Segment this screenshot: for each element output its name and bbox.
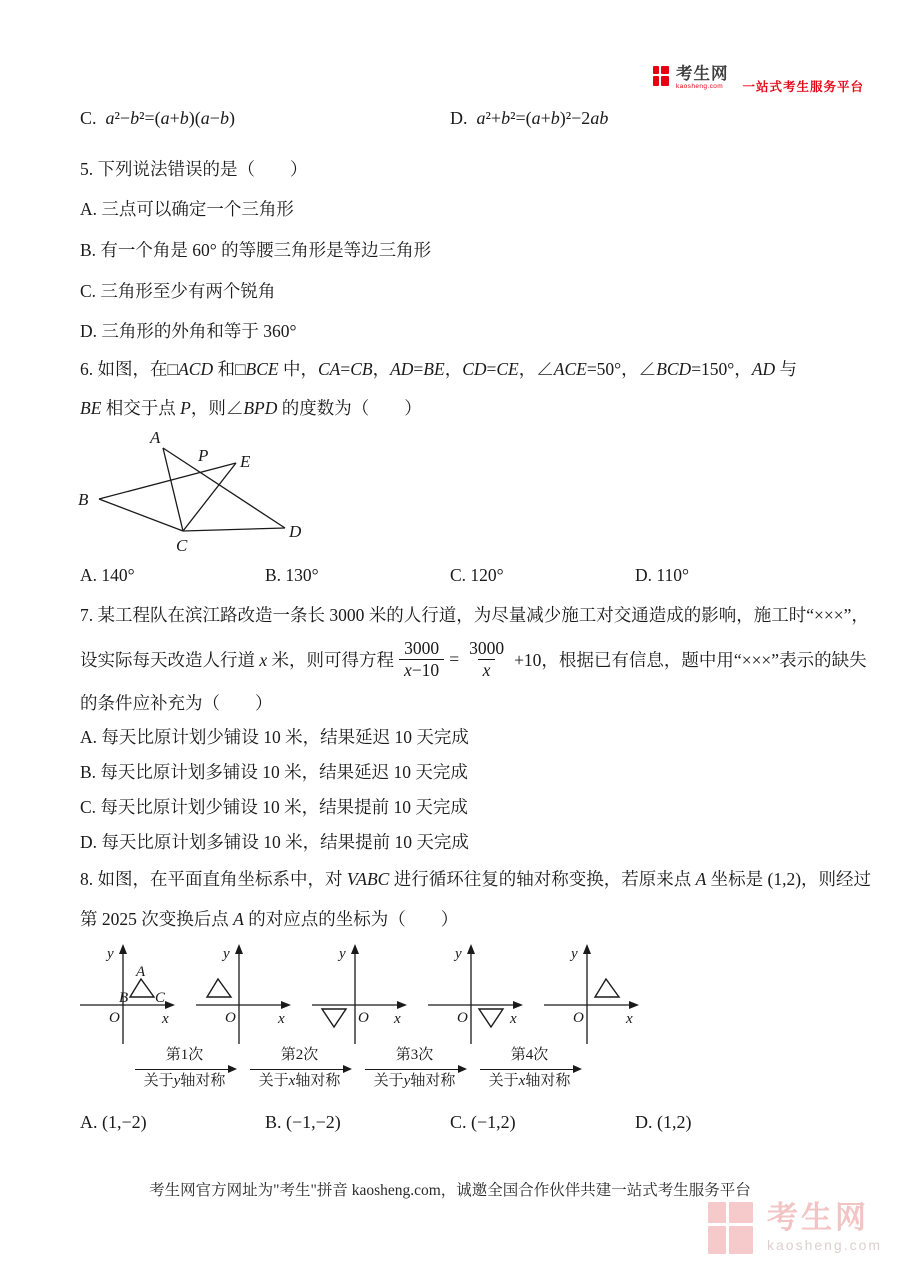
q6-option-b: B. 130° [265,565,319,585]
q7-option-d: D. 每天比原计划多铺设 10 米，结果提前 10 天完成 [80,832,469,852]
q7-line2-text-before: 设实际每天改造人行道 x 米，则可得方程 [80,649,395,670]
step-axis: 关于y轴对称 [143,1073,226,1089]
q8-options-row [80,1112,840,1142]
x-axis-label: x [510,1011,517,1027]
equals-sign: = [449,648,460,669]
q8-option-d: D. (1,2) [635,1112,692,1132]
step-number: 第4次 [510,1047,549,1063]
q7-stem-line3: 的条件应补充为（ ） [80,693,273,713]
q6-option-d: D. 110° [635,565,689,585]
transform-step-3 [362,1046,467,1090]
y-axis-label: y [339,946,346,962]
x-axis-label: x [162,1011,169,1027]
figure-label-e: E [240,452,251,471]
brand-tagline: 一站式考生服务平台 [742,80,865,94]
logo-block [708,1202,726,1223]
watermark-text [767,1202,882,1253]
q8-option-c: C. (−1,2) [450,1112,516,1132]
fraction-denominator: x [478,659,496,680]
y-axis-label: y [107,946,114,962]
logo-block [729,1202,753,1223]
option-formula: a²+b²=(a+b)²−2ab [476,108,609,128]
coordinate-panel-after-3rd [426,941,526,1048]
q6-option-c: C. 120° [450,565,504,585]
q7-option-b: B. 每天比原计划多铺设 10 米，结果延迟 10 天完成 [80,762,468,782]
q6-geometry-figure [72,425,332,560]
q7-option-c: C. 每天比原计划少铺设 10 米，结果提前 10 天完成 [80,797,468,817]
q8-option-b: B. (−1,−2) [265,1112,341,1132]
option-label: D. [450,108,468,128]
q5-option-c: C. 三角形至少有两个锐角 [80,281,276,301]
origin-label: O [109,1010,120,1026]
transform-step-1 [132,1046,237,1090]
watermark-domain: kaosheng.com [767,1237,883,1253]
q4-options-row [80,108,840,138]
q6-stem-line1: 6. 如图，在□ACD 和□BCE 中，CA=CB，AD=BE，CD=CE，∠ACE=50°，∠BCD=150°，AD 与 [80,359,798,379]
triangle-label-c: C [155,990,166,1006]
kaosheng-logo-icon [653,66,670,86]
logo-block [729,1226,753,1254]
y-axis-label: y [223,946,230,962]
q7-line2-text-after: +10，根据已有信息，题中用“×××”表示的缺失 [514,649,867,670]
brand-name: 考生网 [676,65,729,83]
q8-option-a: A. (1,−2) [80,1112,147,1132]
q5-option-a: A. 三点可以确定一个三角形 [80,199,294,219]
y-axis-label: y [571,946,578,962]
x-axis-label: x [394,1011,401,1027]
transform-step-4 [477,1046,582,1090]
origin-label: O [358,1010,369,1026]
step-axis: 关于x轴对称 [258,1073,341,1089]
origin-label: O [573,1010,584,1026]
q4-option-d [450,108,608,129]
logo-block [653,66,659,74]
x-axis-label: x [278,1011,285,1027]
q6-option-a: A. 140° [80,565,135,585]
fraction-numerator: 3000 [469,638,505,659]
figure-label-b: B [78,490,89,509]
q7-fraction-2 [464,638,509,679]
logo-block [653,76,659,86]
logo-block [708,1226,726,1254]
q6-options-row [80,565,840,595]
watermark-brand: 考生网 [767,1200,869,1235]
step-number: 第3次 [395,1047,434,1063]
q7-option-a: A. 每天比原计划少铺设 10 米，结果延迟 10 天完成 [80,727,469,747]
y-axis-label: y [455,946,462,962]
figure-label-p: P [198,446,209,465]
step-axis: 关于x轴对称 [488,1073,571,1089]
kaosheng-watermark [708,1202,882,1256]
right-arrow [250,1069,350,1070]
right-arrow [365,1069,465,1070]
figure-label-d: D [289,522,302,541]
q5-stem: 5. 下列说法错误的是（ ） [80,159,308,179]
logo-text [676,66,729,91]
x-axis-label: x [626,1011,633,1027]
option-formula: a²−b²=(a+b)(a−b) [105,108,235,128]
q4-option-c [80,108,235,129]
q7-stem-line2 [80,630,867,688]
origin-label: O [457,1010,468,1026]
kaosheng-header-logo [653,66,864,95]
transform-step-2 [247,1046,352,1090]
kaosheng-watermark-icon [708,1202,758,1256]
q5-option-d: D. 三角形的外角和等于 360° [80,321,297,341]
figure-label-a: A [150,428,161,447]
logo-block [661,66,669,74]
right-arrow [135,1069,235,1070]
logo-block [661,76,669,86]
q8-transform-steps [132,1046,582,1090]
triangle-label-b: B [119,990,129,1006]
step-number: 第1次 [165,1047,204,1063]
q7-stem-line1: 7. 某工程队在滨江路改造一条长 3000 米的人行道，为尽量减少施工对交通造成的影响，施工时“×××”， [80,605,869,625]
figure-label-c: C [176,536,188,555]
right-arrow [480,1069,580,1070]
coordinate-panel-original [78,941,178,1048]
q8-coordinate-panels [78,941,642,1048]
fraction-numerator: 3000 [404,638,440,659]
q7-fraction-1 [399,638,444,679]
q6-stem-line2: BE 相交于点 P，则∠BPD 的度数为（ ） [80,398,422,418]
coordinate-panel-after-2nd [310,941,410,1048]
footer-text: 考生网官方网址为"考生"拼音 kaosheng.com，诚邀全国合作伙伴共建一站式考生服务平台 [149,1182,751,1199]
origin-label: O [225,1010,236,1026]
option-label: C. [80,108,97,128]
q8-stem-line1: 8. 如图，在平面直角坐标系中，对 VABC 进行循环往复的轴对称变换，若原来点 A 坐标是 (1,2)，则经过 [80,869,872,889]
step-number: 第2次 [280,1047,319,1063]
triangle-label-a: A [136,964,146,980]
coordinate-panel-after-1st [194,941,294,1048]
brand-domain: kaosheng.com [676,83,724,90]
q5-option-b: B. 有一个角是 60° 的等腰三角形是等边三角形 [80,240,432,260]
coordinate-panel-after-4th [542,941,642,1048]
q8-stem-line2: 第 2025 次变换后点 A 的对应点的坐标为（ ） [80,909,459,929]
fraction-denominator: x−10 [399,659,444,680]
step-axis: 关于y轴对称 [373,1073,456,1089]
